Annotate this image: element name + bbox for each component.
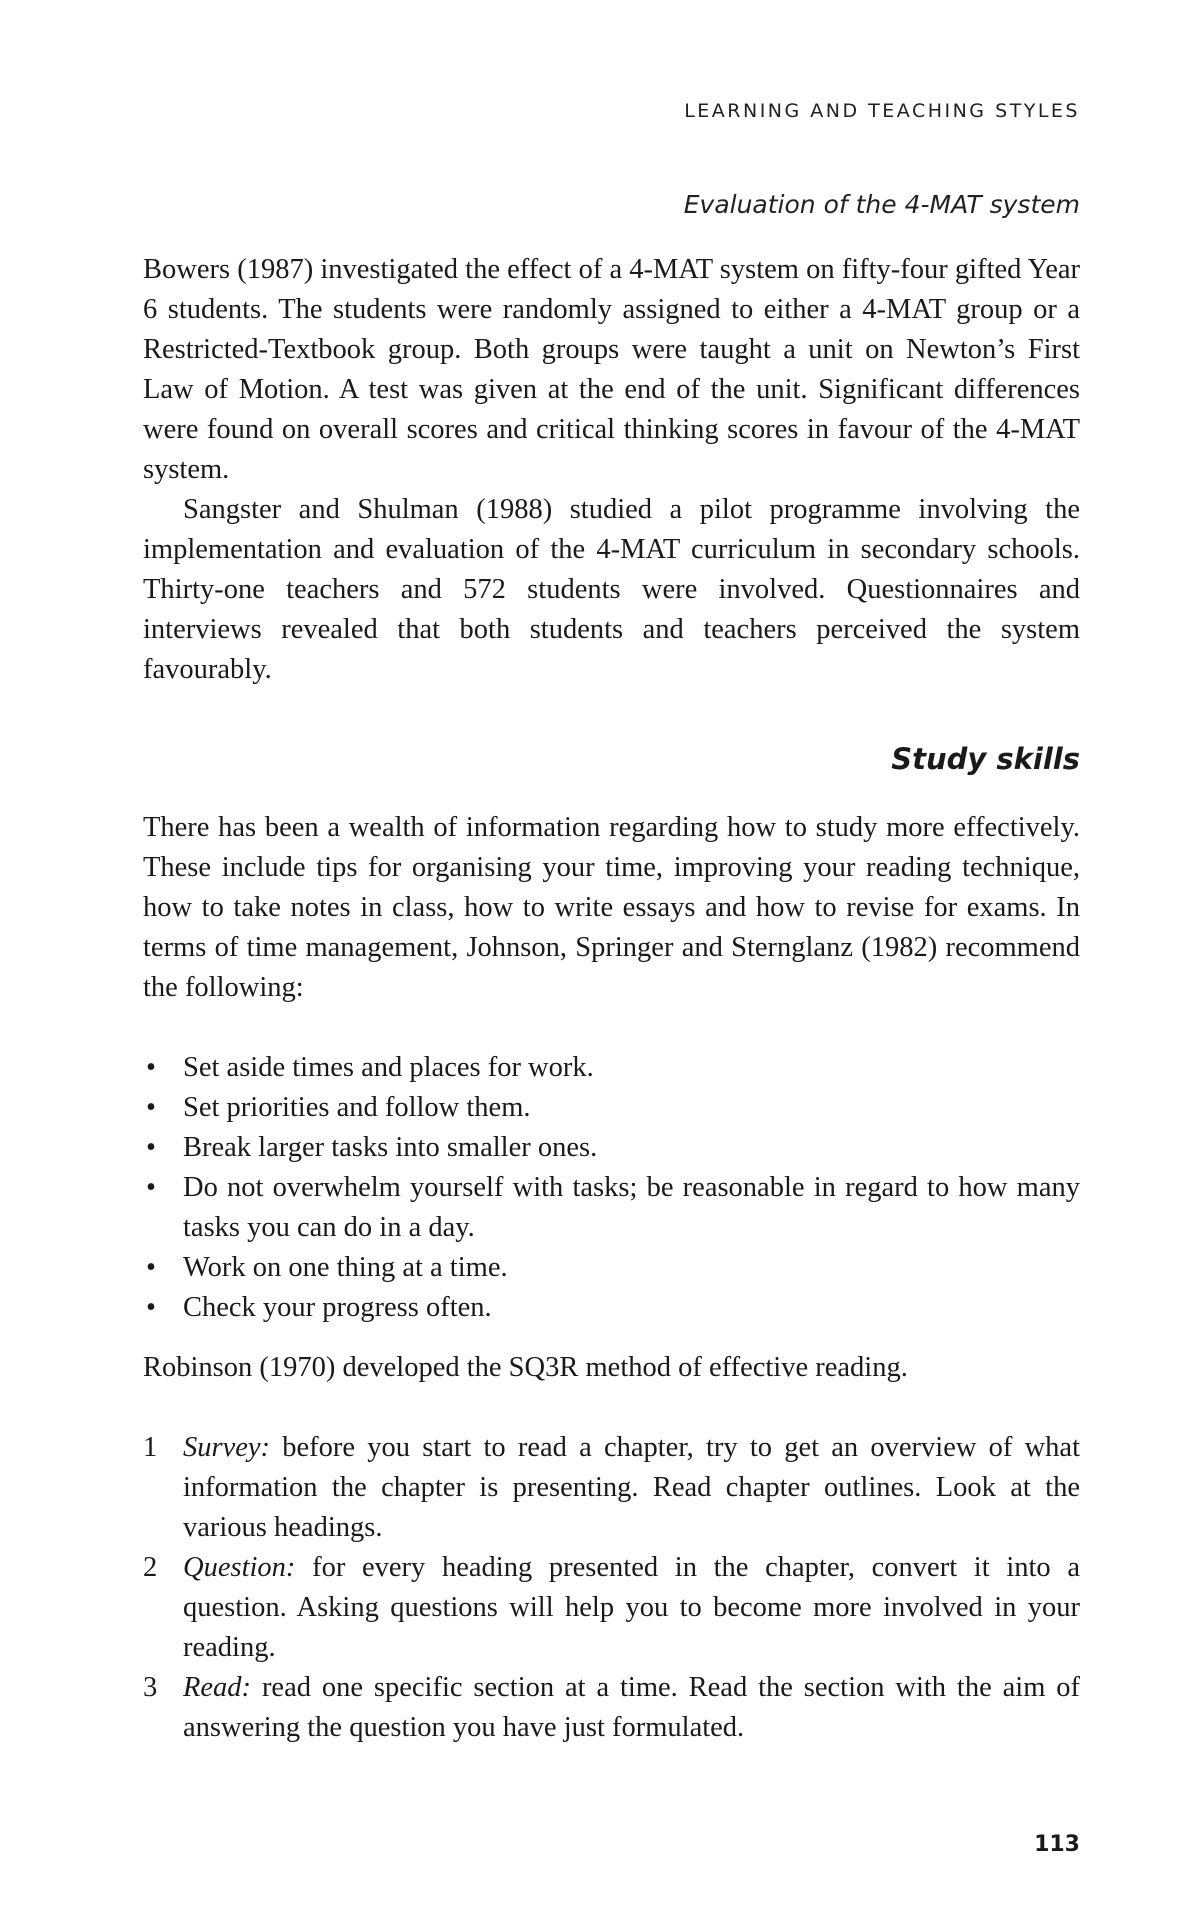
bullet-icon: • (146, 1132, 156, 1163)
paragraph-sangster: Sangster and Shulman (1988) studied a pilot programme involving the implementation and evaluation of the 4-MAT curriculum in secondary schools. Thirty-one teachers and 572 students were involved. Questionnaires and interviews revealed that both students and teachers perceived the system favourably. (143, 494, 1080, 685)
section-heading-study-skills: Study skills (891, 742, 1080, 776)
list-item: • Check your progress often. (143, 1288, 1080, 1328)
bullet-icon: • (146, 1252, 156, 1283)
sq3r-intro (143, 1348, 1080, 1388)
time-management-list (143, 1048, 1080, 1328)
study-skills-intro (143, 808, 1080, 1008)
bullet-icon: • (146, 1292, 156, 1323)
list-item: • Set priorities and follow them. (143, 1088, 1080, 1128)
bullet-icon: • (146, 1052, 156, 1083)
list-item: • Work on one thing at a time. (143, 1248, 1080, 1288)
list-item: • Set aside times and places for work. (143, 1048, 1080, 1088)
paragraph-bowers: Bowers (1987) investigated the effect of a 4-MAT system on fifty-four gifted Year 6 students. The students were randomly assigned to either a 4-MAT group or a Restricted-Textbook group. Both groups were taught a unit on Newton’s First Law of Motion. A test was given at the end of the unit. Significant differences were found on overall scores and critical thinking scores in favour of the 4-MAT system. (143, 254, 1080, 485)
list-item-question: 2 Question: for every heading presented in the chapter, convert it into a question. Asking questions will help you to become more involved in your reading. (143, 1552, 1080, 1663)
list-item: • Break larger tasks into smaller ones. (143, 1128, 1080, 1168)
bullet-icon: • (146, 1092, 156, 1123)
page-number: 113 (1034, 1832, 1080, 1857)
term-read: Read: (183, 1672, 252, 1703)
sq3r-steps (143, 1428, 1080, 1748)
term-question: Question: (183, 1552, 296, 1583)
list-item-survey: 1 Survey: before you start to read a chapter, try to get an overview of what information the chapter is presenting. Read chapter outlines. Look at the various headings. (143, 1432, 1080, 1543)
evaluation-section (143, 250, 1080, 690)
list-item-read: 3 Read: read one specific section at a time. Read the section with the aim of answering the question you have just formulated. (143, 1672, 1080, 1743)
paragraph-sq3r: Robinson (1970) developed the SQ3R method of effective reading. (143, 1352, 908, 1383)
subsection-title: Evaluation of the 4-MAT system (683, 190, 1080, 219)
term-survey: Survey: (183, 1432, 271, 1463)
running-head: LEARNING AND TEACHING STYLES (684, 100, 1080, 122)
list-item: • Do not overwhelm yourself with tasks; be reasonable in regard to how many tasks you can do in a day. (143, 1168, 1080, 1248)
paragraph-intro: There has been a wealth of information regarding how to study more effectively. These include tips for organising your time, improving your reading technique, how to take notes in class, how to write essays and how to revise for exams. In terms of time management, Johnson, Springer and Sternglanz (1982) recommend the following: (143, 812, 1080, 1003)
bullet-icon: • (146, 1172, 156, 1203)
